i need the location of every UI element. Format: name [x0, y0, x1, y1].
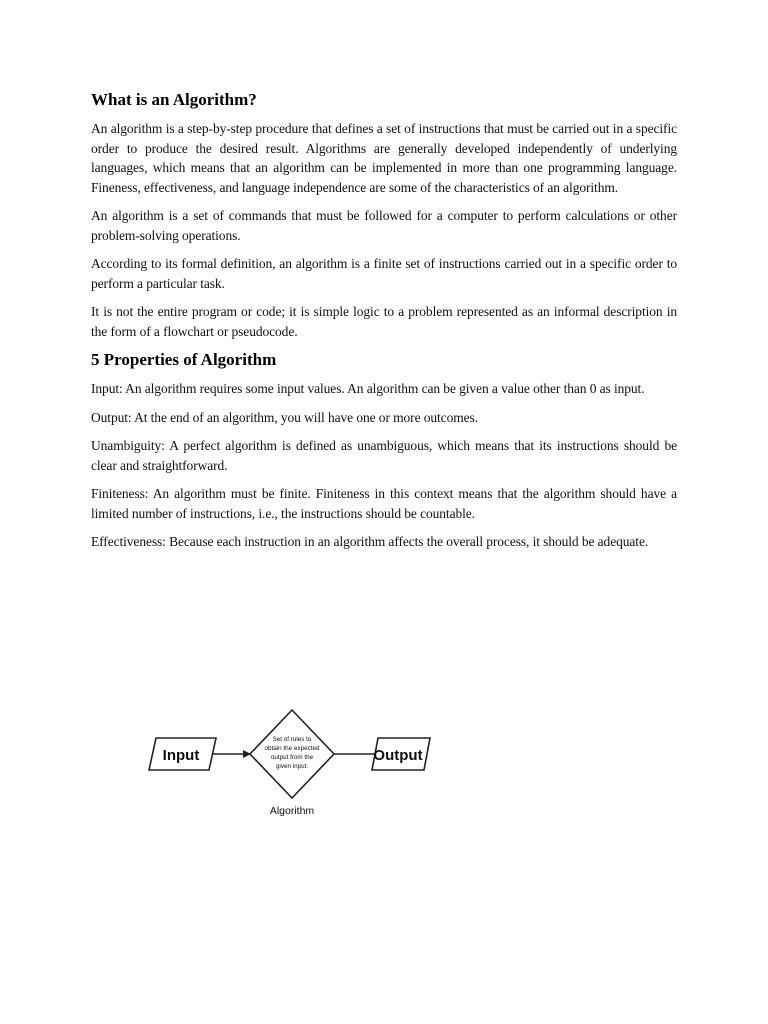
- algorithm-rule-line: output from the: [270, 754, 314, 761]
- paragraph: According to its formal definition, an algorithm is a finite set of instructions carried out in a specific order to perform a particular task.: [91, 256, 677, 291]
- property-output: Output: At the end of an algorithm, you will have one or more outcomes.: [91, 409, 478, 425]
- paragraph: An algorithm is a set of commands that must be followed for a computer to perform calculations or other problem-solving operations.: [91, 208, 677, 243]
- paragraph: An algorithm is a step-by-step procedure that defines a set of instructions that must be carried out in a specific order to produce the desired result. Algorithms are generally developed independently of underlying languages, which means that an algorithm can be implemented in more than one programming language. Fineness, effectiveness, and language independence are some of the characteristics of an algorithm.: [91, 121, 677, 195]
- document-body: [91, 90, 677, 561]
- flowchart-svg: [140, 700, 440, 825]
- algorithm-rule-line: obtain the expected: [264, 745, 320, 752]
- algorithm-caption: Algorithm: [269, 805, 315, 817]
- output-label: Output: [373, 747, 423, 764]
- algorithm-rule-line: Set of rules to: [272, 736, 312, 743]
- input-label: Input: [162, 747, 200, 764]
- algorithm-flowchart: [140, 700, 440, 825]
- property-input: Input: An algorithm requires some input values. An algorithm can be given a value other than 0 as input.: [91, 381, 645, 396]
- property-effectiveness: Effectiveness: Because each instruction in an algorithm affects the overall process, it should be adequate.: [91, 534, 649, 549]
- heading-what-is-algorithm: What is an Algorithm?: [91, 90, 257, 109]
- algorithm-rule-line: given input.: [275, 763, 309, 770]
- property-unambiguity: Unambiguity: A perfect algorithm is defined as unambiguous, which means that its instructions should be clear and straightforward.: [91, 438, 677, 473]
- paragraph: It is not the entire program or code; it is simple logic to a problem represented as an informal description in the form of a flowchart or pseudocode.: [91, 304, 677, 339]
- property-finiteness: Finiteness: An algorithm must be finite. Finiteness in this context means that the algorithm should have a limited number of instructions, i.e., the instructions should be countable.: [91, 486, 677, 521]
- heading-properties: 5 Properties of Algorithm: [91, 350, 277, 369]
